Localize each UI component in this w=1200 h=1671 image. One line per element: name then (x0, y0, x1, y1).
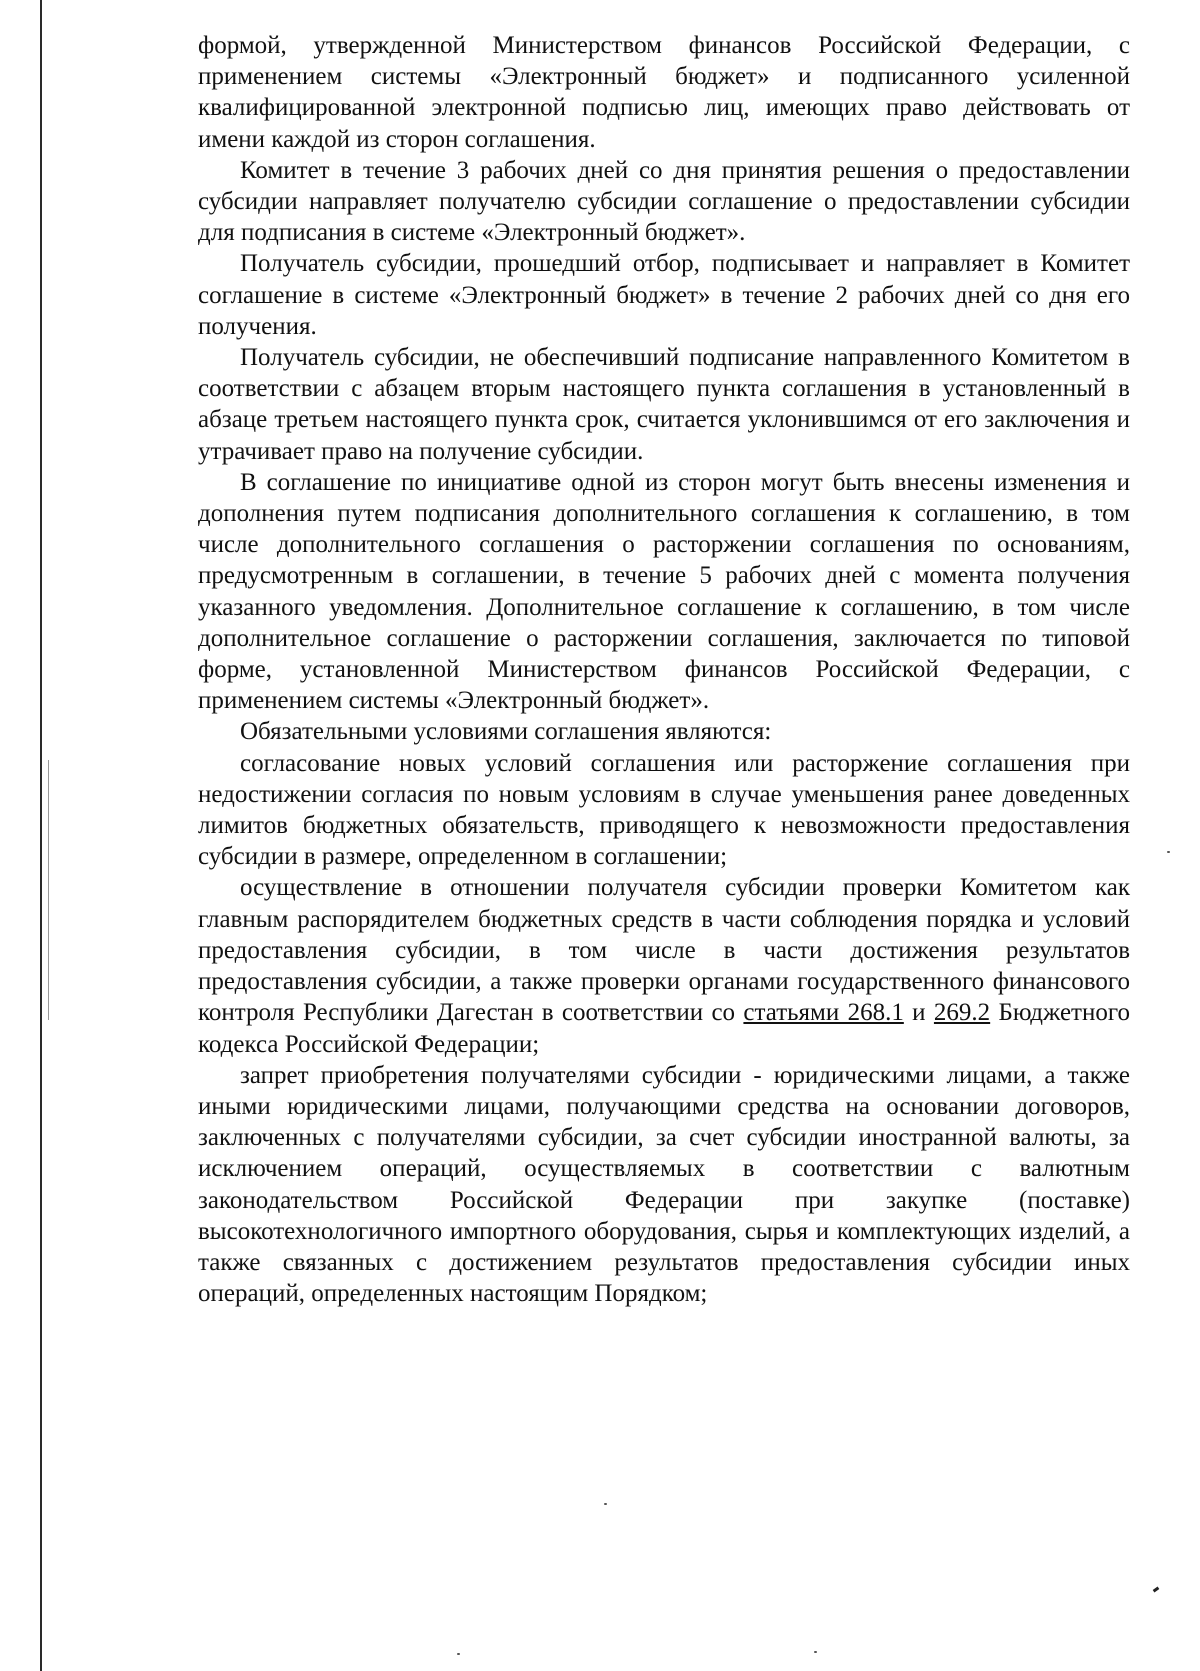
inspections-text-middle: и (903, 999, 934, 1027)
scan-speck (814, 1651, 817, 1653)
scan-binding-line (48, 760, 49, 1020)
paragraph-recipient-declines: Получатель субсидии, не обеспечивший подписание направленного Комитетом в соответствии с абзацем вторым настоящего пункта соглашения в установленный в абзаце третьем настоящего пункта срок, считается уклонившимся от его заключения и утрачивает право на получение субсидии. (198, 344, 1130, 465)
scan-speck (604, 1503, 607, 1505)
paragraph-form-continuation: формой, утвержденной Министерством финансов Российской Федерации, с применением системы «Электронный бюджет» и подписанного усиленной квалифицированной электронной подписью лиц, имеющих право действовать от имени каждой из сторон соглашения. (198, 32, 1130, 153)
paragraph-condition-inspections (198, 872, 1130, 1059)
link-article-268-1[interactable]: статьями 268.1 (743, 999, 904, 1027)
document-body (198, 30, 1130, 1309)
paragraph-recipient-signs: Получатель субсидии, прошедший отбор, подписывает и направляет в Комитет соглашение в системе «Электронный бюджет» в течение 2 рабочих дней со дня его получения. (198, 250, 1130, 340)
paragraph-condition-new-terms: согласование новых условий соглашения или расторжение соглашения при недостижении согласия по новым условиям в случае уменьшения ранее доведенных лимитов бюджетных обязательств, приводящего к невозможности предоставления субсидии в размере, определенном в соглашении; (198, 749, 1130, 871)
scan-speck (457, 1653, 460, 1655)
paragraph-amendments: В соглашение по инициативе одной из сторон могут быть внесены изменения и дополнения путем подписания дополнительного соглашения к соглашению, в том числе дополнительного соглашения о расторжении соглашения по основаниям, предусмотренным в соглашении, в течение 5 рабочих дней с момента получения указанного уведомления. Дополнительное соглашение к соглашению, в том числе дополнительное соглашение о расторжении соглашения, заключается по типовой форме, установленной Министерством финансов Российской Федерации, с применением системы «Электронный бюджет». (198, 468, 1130, 715)
paragraph-mandatory-conditions-heading: Обязательными условиями соглашения являются: (240, 718, 772, 746)
paragraph-condition-currency-ban: запрет приобретения получателями субсидии - юридическими лицами, а также иными юридическими лицами, получающими средства на основании договоров, заключенных с получателями субсидии, за счет субсидии иностранной валюты, за исключением операций, осуществляемых в соответствии с валютным законодательством Российской Федерации при закупке (поставке) высокотехнологичного импортного оборудования, сырья и комплектующих изделий, а также связанных с достижением результатов предоставления субсидии иных операций, определенных настоящим Порядком; (198, 1061, 1130, 1308)
scan-speck (1167, 851, 1170, 853)
paragraph-committee-sends-agreement: Комитет в течение 3 рабочих дней со дня принятия решения о предоставлении субсидии направляет получателю субсидии соглашение о предоставлении субсидии для подписания в системе «Электронный бюджет». (198, 156, 1130, 247)
inspections-text-before: осуществление в отношении получателя субсидии проверки Комитетом как главным распорядителем бюджетных средств в части соблюдения порядка и условий предоставления субсидии, в том числе в части достижения результатов предоставления субсидии, а также проверки органами государственного финансового контроля Республики Дагестан в соответствии со (198, 874, 1130, 1027)
inspections-text-after: Бюджетного кодекса Российской Федерации; (198, 999, 1130, 1058)
scan-left-edge-line (40, 0, 42, 1671)
scan-mark (1153, 1587, 1160, 1593)
link-article-269-2[interactable]: 269.2 (933, 999, 991, 1027)
